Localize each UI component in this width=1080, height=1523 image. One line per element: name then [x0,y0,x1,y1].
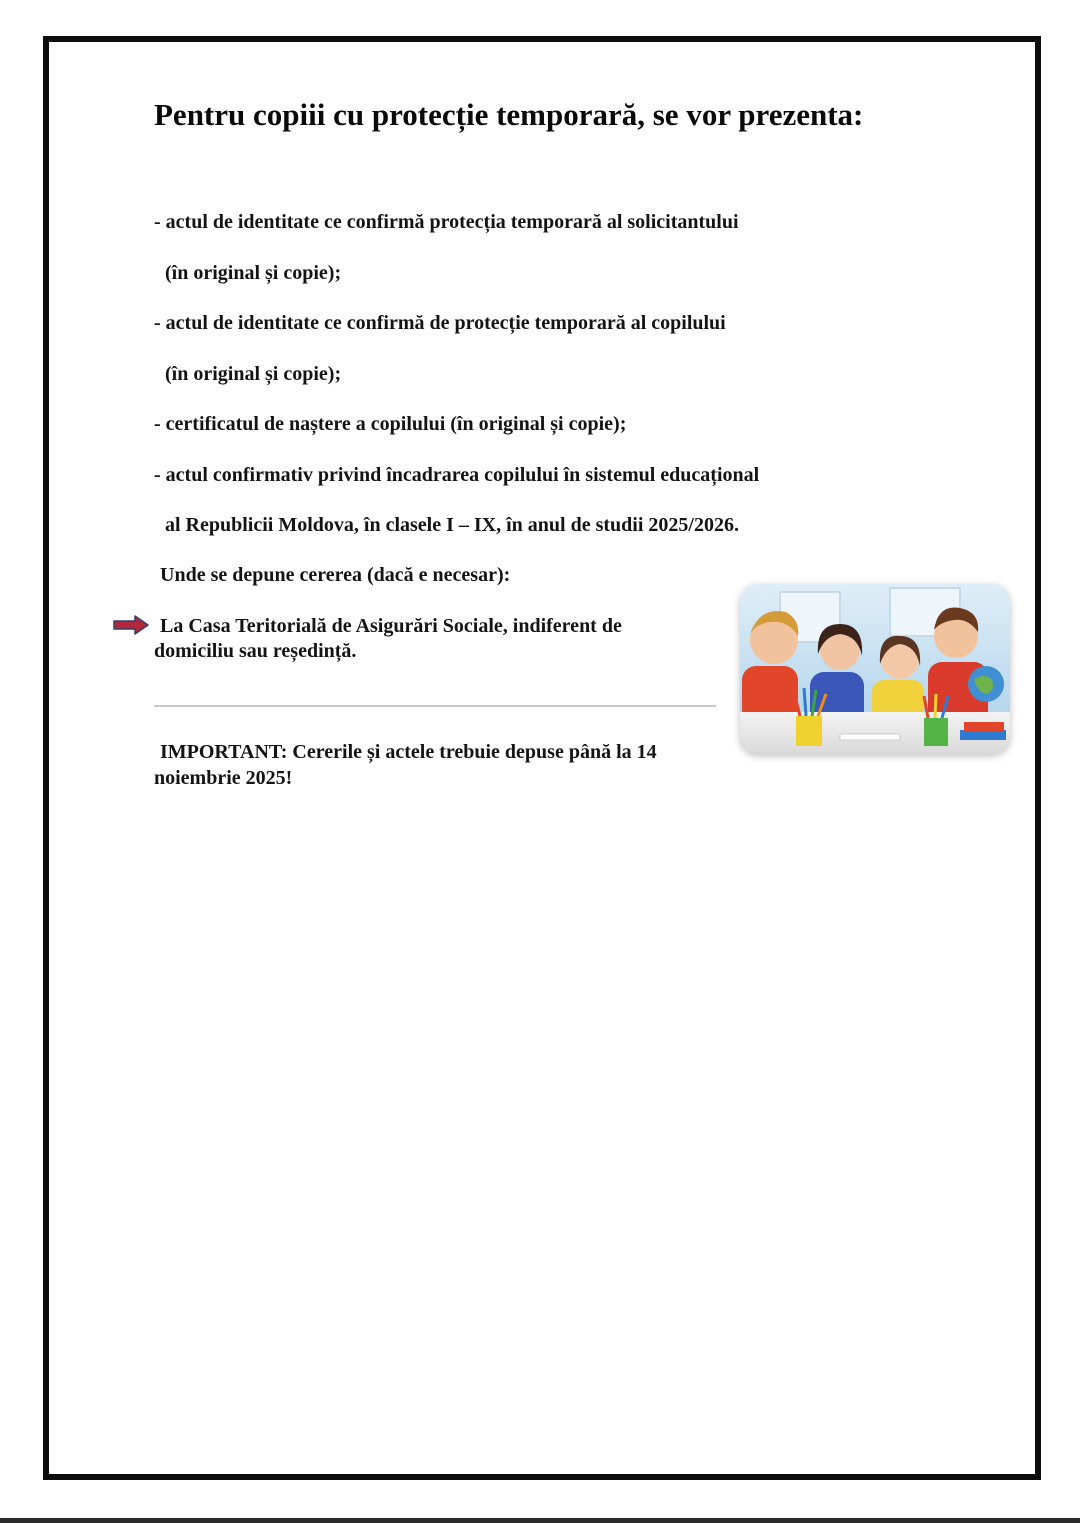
important-line-2: noiembrie 2025! [154,767,293,789]
document-title: Pentru copiii cu protecție temporară, se vor prezenta: [154,97,864,132]
bottom-rule [0,1518,1080,1523]
requirement-item: - actul de identitate ce confirmă protecția temporară al solicitantului [154,211,739,233]
children-at-desk-photo [740,584,1010,754]
requirement-item: al Republicii Moldova, în clasele I – IX, în anul de studii 2025/2026. [165,514,739,536]
where-line-1: La Casa Teritorială de Asigurări Sociale, indiferent de [160,615,622,637]
requirement-item: - actul confirmativ privind încadrarea copilului în sistemul educațional [154,464,760,486]
requirement-item: (în original și copie); [165,363,342,385]
requirement-item: - certificatul de naștere a copilului (în original și copie); [154,413,627,435]
right-arrow-icon [113,615,149,635]
important-line-1: IMPORTANT: Cererile și actele trebuie depuse până la 14 [160,741,657,763]
where-line-2: domiciliu sau reședință. [154,640,357,662]
where-heading: Unde se depune cererea (dacă e necesar): [160,564,511,586]
requirement-item: (în original și copie); [165,262,342,284]
requirement-item: - actul de identitate ce confirmă de protecție temporară al copilului [154,312,726,334]
divider [154,705,716,707]
